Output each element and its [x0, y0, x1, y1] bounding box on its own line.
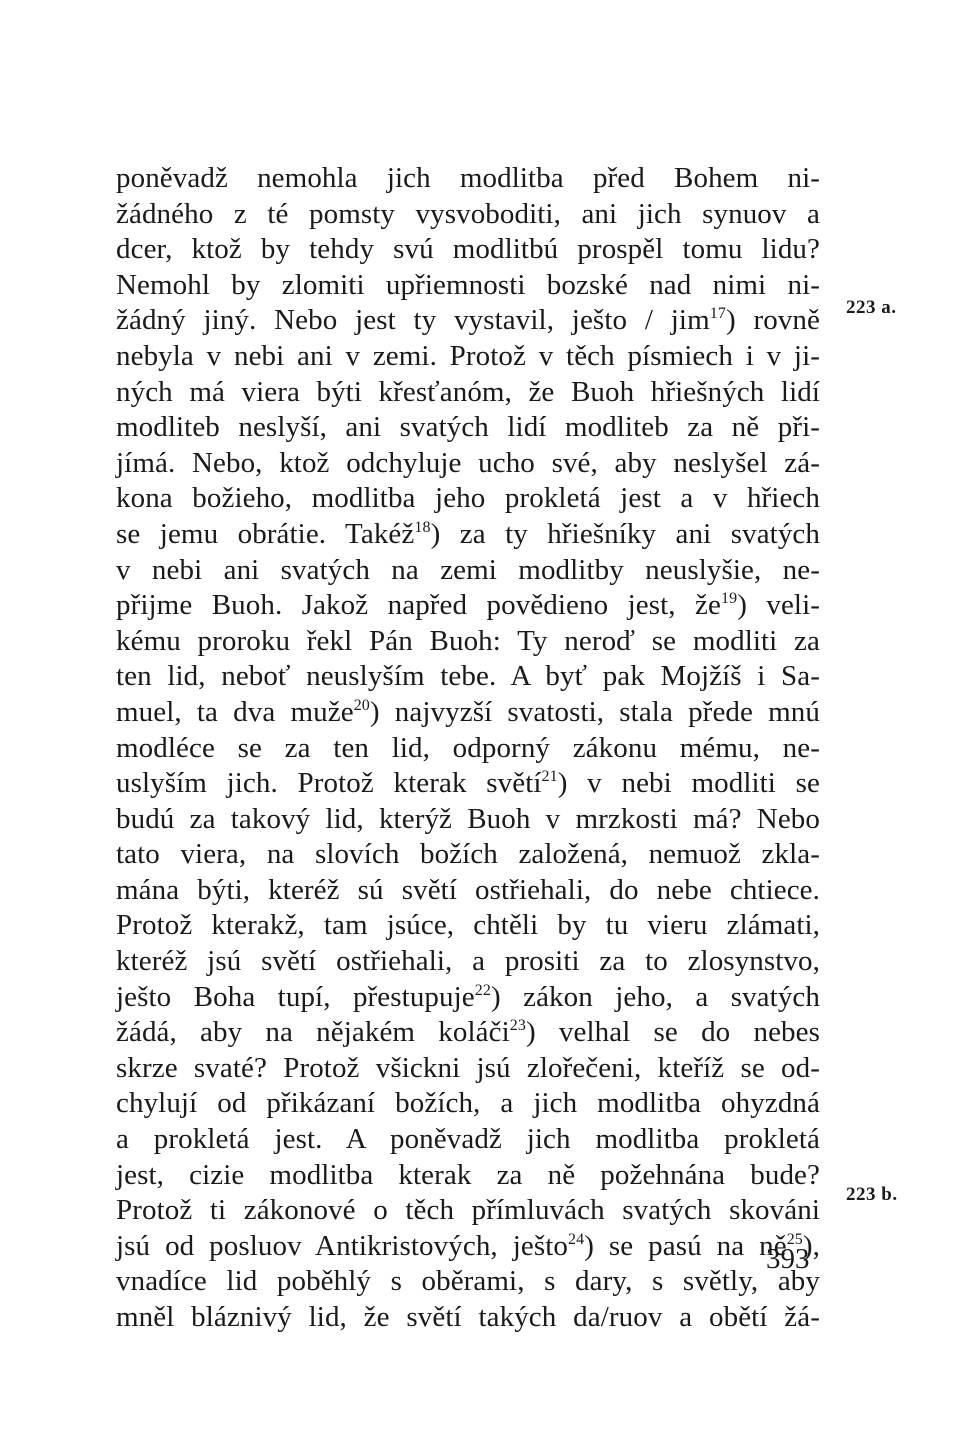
- text-line: ten lid, neboť neuslyším tebe. A byť pak Mojžíš i Sa-: [116, 660, 820, 693]
- text-line: ješto Boha tupí, přestupuje$^{22}$) zákon jeho, a svatých: [116, 980, 820, 1013]
- text-line: uslyším jich. Protož kterak světí$^{21}$) v nebi modliti se: [116, 767, 820, 800]
- margin-note: 223 a.: [846, 297, 897, 318]
- text-line: a prokletá jest. A poněvadž jich modlitba prokletá: [116, 1123, 820, 1156]
- text-line: mněl bláznivý lid, že světí takých da/ruov a obětí žá-: [116, 1301, 820, 1333]
- text-line: Nemohl by zlomiti upřiemnosti bozské nad nimi ni-: [116, 268, 820, 301]
- text-line: tato viera, na slovích božích založená, nemuož zkla-: [116, 838, 820, 871]
- text-line: přijme Buoh. Jakož napřed povědieno jest, $že^{19}$) veli-: [116, 589, 820, 622]
- text-line: Protož ti zákonové o těch přímluvách svatých skováni: [116, 1194, 820, 1227]
- text-line: jímá. Nebo, ktož odchyluje ucho své, aby neslyšel zá-: [116, 446, 820, 479]
- margin-note: 223 b.: [846, 1184, 898, 1205]
- text-line: budú za takový lid, kterýž Buoh v mrzkosti má? Nebo: [116, 802, 820, 835]
- text-line: ných má viera býti křesťanóm, že Buoh hřiešných lidí: [116, 375, 820, 408]
- text-line: vnadíce lid poběhlý s oběrami, s dary, s světly, aby: [116, 1265, 820, 1298]
- text-line: nebyla v nebi ani v zemi. Protož v těch písmiech i v ji-: [116, 339, 820, 372]
- text-line: Protož kterakž, tam jsúce, chtěli by tu vieru zlámati,: [116, 909, 820, 942]
- text-line: poněvadž nemohla jich modlitba před Bohem ni-: [116, 162, 820, 194]
- text-line: modliteb neslyší, ani svatých lidí modliteb za ně při-: [116, 411, 820, 444]
- text-line: jest, cizie modlitba kterak za ně požehnána bude?: [116, 1158, 820, 1191]
- page-number: 393: [766, 1243, 810, 1275]
- text-line: žádný jiný. Nebo jest ty vystavil, ješto / jim$^{17}$) rovně: [116, 304, 820, 337]
- text-line: muel, ta dva muže$^{20}$) najvyzší svatosti, stala přede mnú: [116, 695, 820, 728]
- text-line: kona božieho, modlitba jeho prokletá jest a v hřiech: [116, 482, 820, 515]
- text-line: dcer, ktož by tehdy svú modlitbú prospěl tomu lidu?: [116, 233, 820, 266]
- text-line: chylují od přikázaní božích, a jich modlitba ohyzdná: [116, 1087, 820, 1120]
- text-line: žádného z té pomsty vysvoboditi, ani jich synuov a: [116, 197, 820, 230]
- text-line: kému proroku řekl Pán Buoh: Ty neroď se modliti za: [116, 624, 820, 657]
- text-line: modléce se za ten lid, odporný zákonu mému, ne-: [116, 731, 820, 764]
- text-line: skrze svaté? Protož všickni jsú zlořečeni, kteříž se od-: [116, 1051, 820, 1084]
- body-text: [116, 161, 820, 1336]
- text-line: jsú od posluov Antikristových, ješto$^{24}$) se pasú na $ně^{25}$),: [116, 1229, 820, 1262]
- text-line: žádá, aby na nějakém koláči$^{23}$) velhal se do nebes: [116, 1016, 820, 1049]
- text-line: mána býti, kteréž sú světí ostřiehali, do nebe chtiece.: [116, 873, 820, 906]
- text-line: kteréž jsú světí ostřiehali, a prositi za to zlosynstvo,: [116, 945, 820, 978]
- text-line: se jemu obrátie. Takéž$^{18}$) za ty hřiešníky ani svatých: [116, 517, 820, 550]
- text-line: v nebi ani svatých na zemi modlitby neuslyšie, ne-: [116, 553, 820, 586]
